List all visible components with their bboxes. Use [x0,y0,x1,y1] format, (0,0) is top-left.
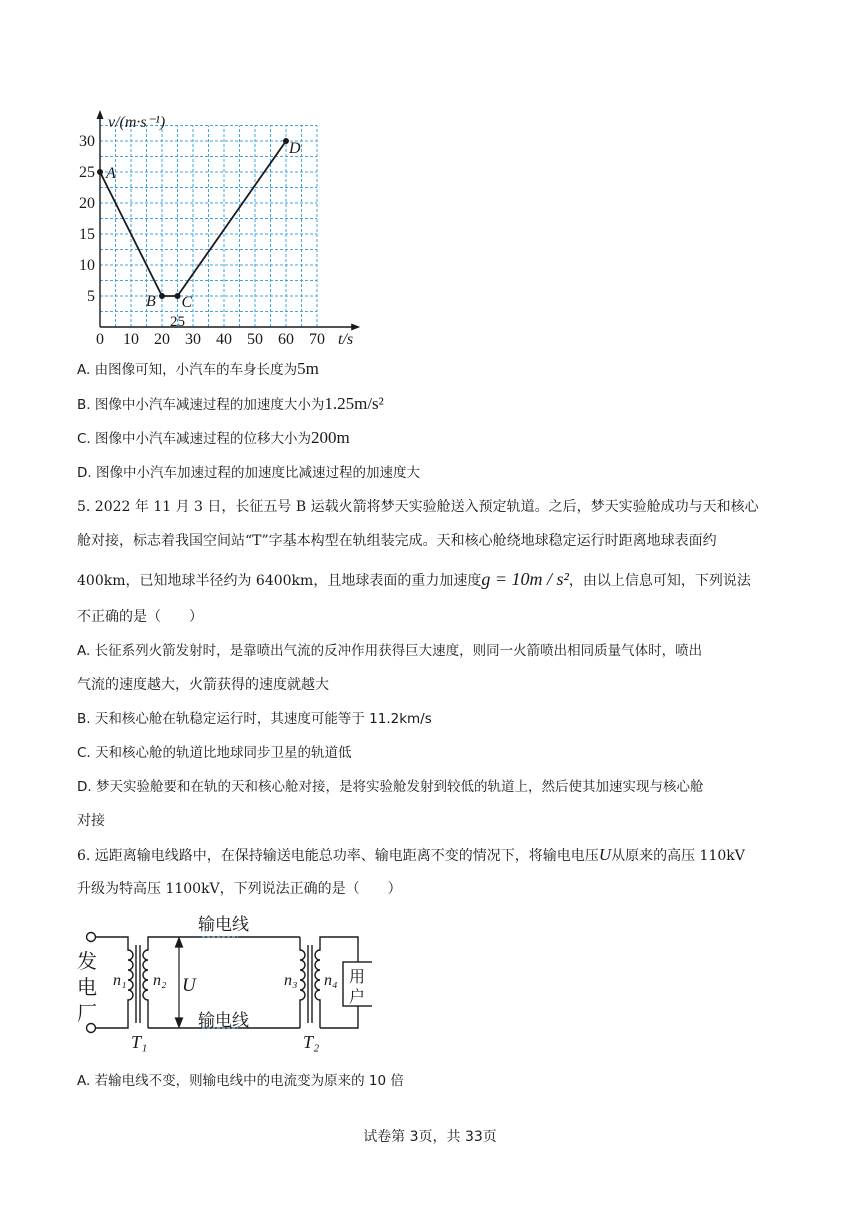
graph-xlabel: t/s [338,331,354,345]
q5-option-a-line-1: A. 长征系列火箭发射时，是靠喷出气流的反冲作用获得巨大速度，则同一火箭喷出相同质量气体时，喷出 [77,643,703,659]
q5-option-b: B. 天和核心舱在轨稳定运行时，其速度可能等于 11.2km/s [77,711,432,727]
q4-option-b-text: B. 图像中小汽车减速过程的加速度大小为 [77,397,325,413]
wire-label-bottom: 输电线 [198,1011,249,1031]
velocity-time-graph [72,100,372,345]
label-n3: n₃ [284,972,298,989]
source-label-3: 厂 [77,1001,97,1025]
wire-label-top: 输电线 [198,915,249,935]
q5-stem-line-3 [77,569,751,591]
primary-winding-n3 [300,937,305,1028]
graph-extra-tick-25: 25 [170,314,185,330]
page-footer: 试卷第 3页，共 33页 [363,1129,497,1145]
label-T2: T₂ [303,1032,320,1052]
q5-option-a-line-2: 气流的速度越大，火箭获得的速度就越大 [77,677,329,693]
x-tick-label: 70 [309,331,325,345]
source-label-1: 发 [77,949,97,973]
point-label-A: A [106,165,116,182]
q4-option-a-math: 5m [297,359,319,378]
x-tick-label: 0 [96,331,104,345]
x-tick-label: 20 [154,331,170,345]
q5-option-d-line-1: D. 梦天实验舱要和在轨的天和核心舱对接，是将实验舱发射到较低的轨道上，然后使其加速实现与核心舱 [77,779,704,795]
q4-option-a [77,359,319,380]
source-label-2: 电 [77,975,97,999]
q4-option-c [77,428,350,449]
source-terminal-top [87,933,96,942]
label-T1: T₁ [131,1032,148,1052]
transmission-circuit-diagram [72,905,372,1055]
q4-option-b-math: 1.25m/s² [324,394,384,413]
q6-stem-line-1b: 从原来的高压 110kV [611,848,745,864]
y-tick-label: 20 [79,195,95,212]
user-label-2: 户 [349,987,366,1006]
label-n2: n₂ [153,972,167,989]
q4-option-c-text: C. 图像中小汽车减速过程的位移大小为 [77,431,312,447]
y-tick-label: 15 [79,226,95,243]
point-label-C: C [181,294,193,311]
q6-stem-line-1a: 6. 远距离输电线路中，在保持输送电能总功率、输电距离不变的情况下，将输电电压 [77,848,599,864]
q5-stem-line-4: 不正确的是（ ） [77,609,203,625]
graph-x-ticks [96,331,325,345]
x-axis-arrow [351,324,360,331]
q4-option-c-math: 200m [311,428,350,447]
q5-option-d-line-2: 对接 [77,813,105,829]
x-tick-label: 30 [185,331,201,345]
graph-y-ticks [79,133,95,305]
q5-stem-line-3b: ，由以上信息可知，下列说法 [568,573,751,589]
x-tick-label: 10 [123,331,139,345]
x-tick-label: 50 [247,331,263,345]
q4-option-d [77,463,420,483]
q4-option-b [77,394,384,415]
label-n1: n₁ [113,972,127,989]
q6-voltage-symbol: U [598,845,612,864]
graph-ylabel: v/(m·s⁻¹) [108,114,166,131]
q5-stem-line-2: 舱对接，标志着我国空间站“T”字基本构型在轨组装完成。天和核心舱绕地球稳定运行时距离地球表面约 [77,533,717,549]
y-tick-label: 25 [79,164,95,181]
point-label-B: B [146,293,156,310]
user-label-1: 用 [349,967,366,986]
y-tick-label: 5 [87,288,95,305]
label-n4: n₄ [324,972,338,989]
point-label-D: D [289,140,301,157]
label-U: U [182,975,196,996]
point-C [175,293,181,299]
x-tick-label: 60 [278,331,294,345]
point-A [97,169,103,175]
y-tick-label: 30 [79,133,95,150]
x-tick-label: 40 [216,331,232,345]
q4-option-d-text: D. 图像中小汽车加速过程的加速度比减速过程的加速度大 [77,465,420,481]
q6-option-a: A. 若输电线不变，则输电线中的电流变为原来的 10 倍 [77,1073,404,1089]
point-B [159,293,165,299]
y-tick-label: 10 [79,257,95,274]
graph-axes [97,110,361,331]
q6-stem-line-1 [77,845,745,866]
q5-stem-line-3a: 400km，已知地球半径约为 6400km，且地球表面的重力加速度 [77,573,482,589]
q5-option-c: C. 天和核心舱的轨道比地球同步卫星的轨道低 [77,745,352,761]
y-axis-arrow [97,110,104,119]
graph-grid [100,126,317,328]
q5-gravity-formula: g = 10m / s² [481,569,569,589]
q4-option-a-text: A. 由图像可知，小汽车的车身长度为 [77,362,298,378]
q6-stem-line-2: 升级为特高压 1100kV，下列说法正确的是（ ） [77,881,402,897]
q5-stem-line-1: 5. 2022 年 11 月 3 日，长征五号 B 运载火箭将梦天实验舱送入预定轨道。之后，梦天实验舱成功与天和核心 [77,499,759,515]
